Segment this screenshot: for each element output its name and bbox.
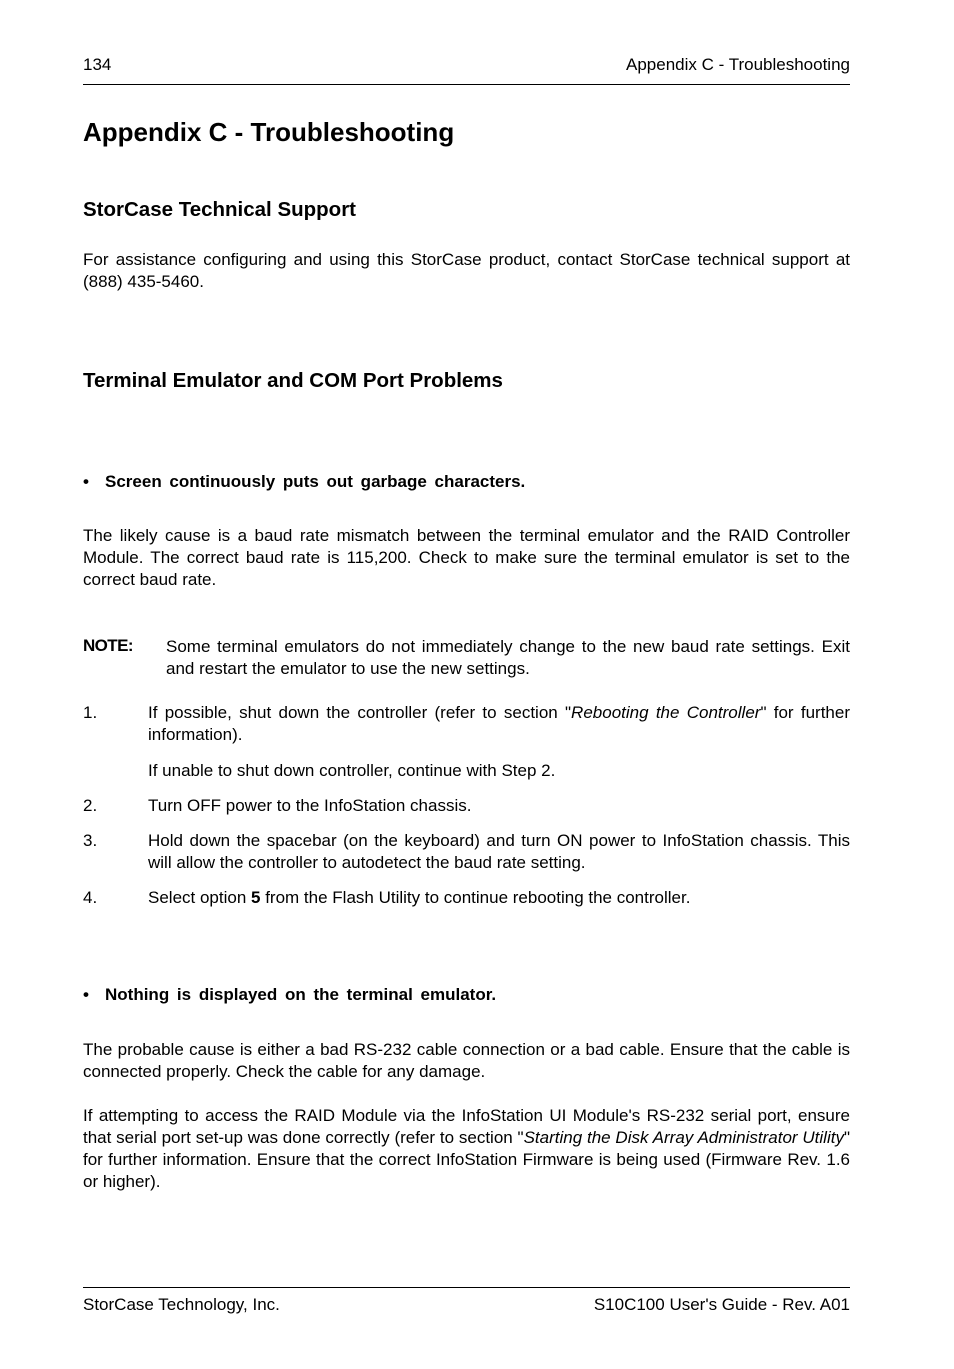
footer-company: StorCase Technology, Inc. xyxy=(83,1295,280,1314)
page-title: Appendix C - Troubleshooting xyxy=(83,117,455,147)
page-number: 134 xyxy=(83,55,112,74)
step-number: 1. xyxy=(83,703,98,722)
terminal-heading: Terminal Emulator and COM Port Problems xyxy=(83,369,503,392)
problem2-text: The probable cause is either a bad RS-232 cable connection or a bad cable. Ensure that the cable is connected properly. Check the cable for any damage. xyxy=(83,1040,850,1081)
problem1-text: The likely cause is a baud rate mismatch between the terminal emulator and the RAID Controller Module. The correct baud rate is 115,200. Check to make sure the terminal emulator is set to the correct baud rate. xyxy=(83,526,850,589)
support-heading: StorCase Technical Support xyxy=(83,198,357,221)
section-reference: Rebooting the Controller xyxy=(571,703,761,722)
bullet-icon: • xyxy=(83,985,89,1004)
note-label: NOTE: xyxy=(83,636,133,655)
bullet-icon: • xyxy=(83,472,89,491)
step-text: Turn OFF power to the InfoStation chassis. xyxy=(148,796,472,815)
step-note: If unable to shut down controller, continue with Step 2. xyxy=(148,761,556,780)
header-rule xyxy=(83,84,850,85)
problem2-title: Nothing is displayed on the terminal emulator. xyxy=(105,985,497,1004)
step-number: 3. xyxy=(83,831,98,850)
problem2-bullet xyxy=(83,985,496,1005)
step-text: If possible, shut down the controller (refer to section "Rebooting the Controller" for further information). xyxy=(148,703,850,744)
section-reference: Starting the Disk Array Administrator Utility xyxy=(523,1128,844,1147)
problem1-title: Screen continuously puts out garbage characters. xyxy=(105,472,526,491)
footer-guide: S10C100 User's Guide - Rev. A01 xyxy=(593,1295,850,1314)
problem1-bullet xyxy=(83,472,525,492)
problem2-text-serial: If attempting to access the RAID Module via the InfoStation UI Module's RS-232 serial port, ensure that serial port set-up was done correctly (refer to section "Starting the Disk Array Administrator Utility" for further information. Ensure that the correct InfoStation Firmware is being used (Firmware Rev. 1.6 or higher). xyxy=(83,1106,851,1191)
step-text: Select option 5 from the Flash Utility to continue rebooting the controller. xyxy=(148,888,691,907)
running-header: Appendix C - Troubleshooting xyxy=(626,55,850,74)
footer-rule xyxy=(83,1287,850,1288)
step-number: 4. xyxy=(83,888,98,907)
note-text: Some terminal emulators do not immediately change to the new baud rate settings. Exit and restart the emulator to use the new settings. xyxy=(166,637,850,678)
support-text: For assistance configuring and using this StorCase product, contact StorCase technical support at (888) 435-5460. xyxy=(83,250,850,291)
step-text: Hold down the spacebar (on the keyboard) and turn ON power to InfoStation chassis. This will allow the controller to autodetect the baud rate setting. xyxy=(148,831,850,872)
step-number: 2. xyxy=(83,796,98,815)
